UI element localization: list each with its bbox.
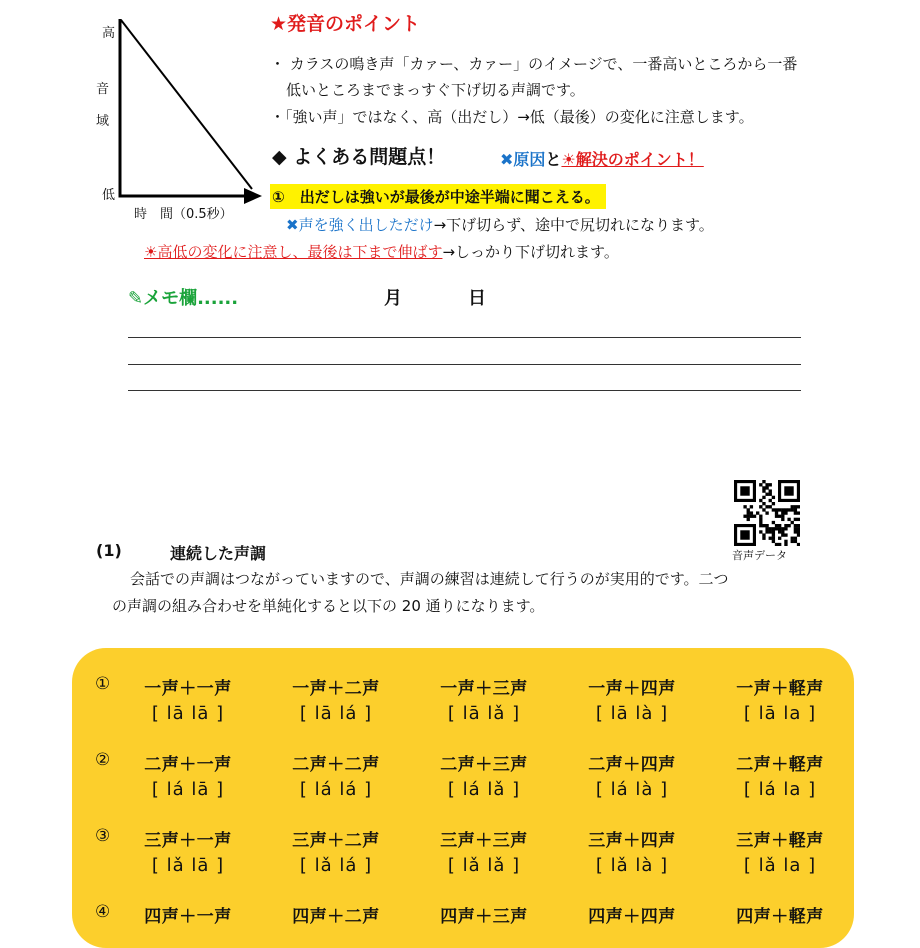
problem-legend (500, 147, 704, 170)
tone-combination-cell (118, 750, 258, 800)
tone-combination-pinyin: [ lǎ lǎ ] (447, 855, 521, 876)
tone-combination-cell (562, 826, 702, 876)
diagram-label-time: 時 間（0.5秒） (134, 207, 233, 222)
memo-day: 日 (468, 288, 486, 309)
tone-combination-cell (266, 826, 406, 876)
tone-combination-cell (562, 674, 702, 724)
tone-combination-cell (414, 750, 554, 800)
tone-combination-name: 三声＋軽声 (736, 831, 824, 851)
cause-text: ✖声を強く出しただけ (286, 216, 434, 234)
row-marker: ① (95, 674, 111, 694)
cause-label: ✖原因 (500, 150, 546, 169)
qr-caption: 音声データ (732, 549, 787, 562)
memo-line-2[interactable] (128, 364, 801, 365)
tone-combination-name: 三声＋三声 (440, 831, 528, 851)
tone-fall-graph (112, 14, 272, 206)
memo-month: 月 (384, 288, 402, 309)
tone-combination-name: 二声＋軽声 (736, 755, 824, 775)
tone-combination-cell (710, 826, 850, 876)
tone-combination-name: 四声＋四声 (588, 907, 676, 927)
tone-combination-pinyin: [ lǎ lā ] (151, 855, 225, 876)
cause-solution-joiner: と (545, 150, 562, 169)
tone-combination-pinyin: [ lá lá ] (299, 779, 373, 800)
tone-combination-cell (118, 826, 258, 876)
tone-combination-cell (118, 674, 258, 724)
tone-combination-cell (562, 750, 702, 800)
section-paragraph-line-2: の声調の組み合わせを単純化すると以下の 20 通りになります。 (112, 597, 545, 615)
tone-combination-name: 四声＋二声 (292, 907, 380, 927)
graph-x-arrow-icon (244, 188, 262, 204)
qr-code-icon[interactable] (734, 480, 800, 546)
tone-combination-pinyin: [ lǎ là ] (595, 855, 669, 876)
diagram-label-range-1: 音 (96, 82, 110, 97)
cause-rest: →下げ切らず、途中で尻切れになります。 (433, 216, 714, 234)
memo-line-1[interactable] (128, 337, 801, 338)
tone-combination-name: 三声＋一声 (144, 831, 232, 851)
tone-combination-cell (414, 902, 554, 931)
tone-combination-name: 二声＋一声 (144, 755, 232, 775)
tone-combination-name: 一声＋軽声 (736, 679, 824, 699)
tone-combination-pinyin: [ lá lā ] (151, 779, 225, 800)
tone-combination-cell (414, 674, 554, 724)
tone-combination-cell (266, 902, 406, 931)
tone-combination-pinyin: [ lā là ] (595, 703, 669, 724)
tone-combination-cell (710, 674, 850, 724)
tone-combination-name: 一声＋一声 (144, 679, 232, 699)
cause-line (286, 214, 714, 235)
tone-combination-pinyin: [ lā lā ] (151, 703, 225, 724)
tone-combination-name: 二声＋三声 (440, 755, 528, 775)
tone-combination-pinyin: [ lā lǎ ] (447, 703, 521, 724)
problem-heading: ◆ よくある問題点！ (272, 146, 446, 168)
solution-text: ☀高低の変化に注意し、最後は下まで伸ばす (144, 243, 443, 261)
section-number: (1) (96, 541, 122, 560)
tone-combination-cell (266, 750, 406, 800)
tone-combination-cell (710, 902, 850, 931)
tone-combination-name: 四声＋三声 (440, 907, 528, 927)
memo-line-3[interactable] (128, 390, 801, 391)
tone-combination-cell (562, 902, 702, 931)
solution-rest: →しっかり下げ切れます。 (442, 243, 619, 261)
tone-combination-name: 三声＋四声 (588, 831, 676, 851)
point-bullet-1-line-1: ・ カラスの鳴き声「カァー、カァー」のイメージで、一番高いところから一番 (270, 55, 798, 73)
tone-combination-name: 四声＋一声 (144, 907, 232, 927)
tone-combination-name: 一声＋二声 (292, 679, 380, 699)
tone-combination-pinyin: [ lǎ la ] (743, 855, 817, 876)
point-title: ★発音のポイント (270, 13, 421, 35)
section-title: 連続した声調 (170, 544, 267, 563)
tone-combination-name: 三声＋二声 (292, 831, 380, 851)
graph-fall-line (121, 20, 252, 189)
tone-combination-pinyin: [ lá la ] (743, 779, 817, 800)
row-marker: ④ (95, 902, 111, 922)
tone-combination-pinyin: [ lǎ lá ] (299, 855, 373, 876)
point-bullet-2: ・「強い声」ではなく、高（出だし）→低（最後）の変化に注意します。 (270, 108, 754, 126)
tone-combination-name: 二声＋四声 (588, 755, 676, 775)
tone-combination-pinyin: [ lá lǎ ] (447, 779, 521, 800)
solution-label: ☀解決のポイント！ (561, 150, 704, 169)
tone-combination-cell (710, 750, 850, 800)
tone-combination-name: 二声＋二声 (292, 755, 380, 775)
row-marker: ② (95, 750, 111, 770)
row-marker: ③ (95, 826, 111, 846)
point-bullet-1-line-2: 低いところまでまっすぐ下げ切る声調です。 (286, 81, 585, 99)
solution-line (144, 241, 619, 262)
tone-combination-name: 一声＋四声 (588, 679, 676, 699)
tone-combination-cell (118, 902, 258, 931)
section-paragraph-line-1: 会話での声調はつながっていますので、声調の練習は連続して行うのが実用的です。二つ (130, 570, 729, 588)
tone-combination-pinyin: [ lā lá ] (299, 703, 373, 724)
tone-combination-pinyin: [ lá là ] (595, 779, 669, 800)
diagram-label-high: 高 (102, 26, 116, 41)
tone-combination-name: 四声＋軽声 (736, 907, 824, 927)
tone-combination-name: 一声＋三声 (440, 679, 528, 699)
tone-combination-cell (414, 826, 554, 876)
memo-title: ✎メモ欄...... (128, 288, 239, 309)
tone-combination-pinyin: [ lā la ] (743, 703, 817, 724)
diagram-label-low: 低 (102, 188, 116, 203)
tone-combination-cell (266, 674, 406, 724)
problem-item-1: ① 出だしは強いが最後が中途半端に聞こえる。 (270, 184, 606, 209)
diagram-label-range-2: 域 (96, 114, 110, 129)
